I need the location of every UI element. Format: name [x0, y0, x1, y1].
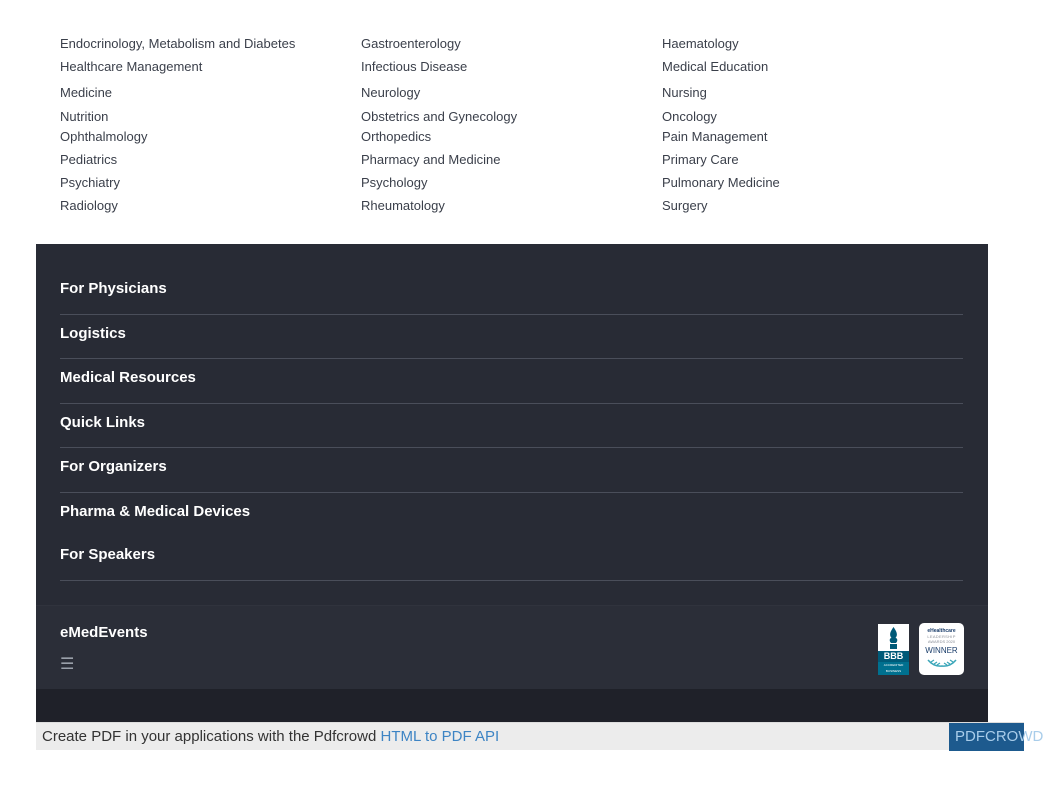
specialty-link[interactable]: Psychology	[361, 175, 428, 191]
footer-brand-bar	[36, 605, 988, 689]
specialty-link[interactable]: Medicine	[60, 85, 113, 101]
footer-section-for-physicians[interactable]: For Physicians	[60, 270, 963, 315]
specialty-link[interactable]: Oncology	[662, 108, 717, 124]
specialty-link[interactable]: Neurology	[361, 85, 421, 101]
pdfcrowd-banner-message: Create PDF in your applications with the Pdfcrowd	[42, 728, 381, 745]
footer-section-for-speakers[interactable]: For Speakers	[60, 536, 963, 581]
specialty-link[interactable]: Pulmonary Medicine	[662, 175, 780, 191]
specialty-link[interactable]: Medical Education	[662, 59, 769, 75]
specialty-link[interactable]: Pharmacy and Medicine	[361, 151, 501, 167]
award-line-1: eHealthcare	[927, 628, 956, 634]
specialties-grid	[60, 34, 980, 220]
award-line-3: AWARDS 2020	[927, 639, 956, 644]
html-to-pdf-api-link[interactable]: HTML to PDF API	[380, 728, 500, 745]
site-footer	[36, 244, 988, 722]
footer-bottom-strip	[36, 689, 988, 722]
bbb-sublabel: ACCREDITED BUSINESS	[878, 662, 909, 675]
footer-section-quick-links[interactable]: Quick Links	[60, 404, 963, 449]
specialty-link[interactable]: Endocrinology, Metabolism and Diabetes	[60, 36, 296, 51]
hamburger-menu-icon[interactable]: ☰	[60, 656, 75, 673]
specialty-link[interactable]: Nursing	[662, 85, 707, 101]
specialty-link[interactable]: Gastroenterology	[361, 36, 461, 51]
specialty-link[interactable]: Ophthalmology	[60, 128, 148, 144]
specialty-link[interactable]: Orthopedics	[361, 128, 432, 144]
specialty-link[interactable]: Healthcare Management	[60, 59, 203, 75]
specialty-link[interactable]: Obstetrics and Gynecology	[361, 108, 518, 124]
laurel-icon	[925, 658, 959, 668]
pdfcrowd-logo[interactable]: PDFCROWD	[949, 723, 1024, 751]
ehealthcare-award-badge[interactable]	[919, 623, 964, 675]
pdfcrowd-banner-text	[42, 728, 499, 745]
bbb-accreditation-badge[interactable]	[878, 624, 909, 675]
footer-section-logistics[interactable]: Logistics	[60, 315, 963, 360]
footer-section-pharma-medical-devices[interactable]: Pharma & Medical Devices	[60, 502, 251, 520]
footer-brand-title[interactable]: eMedEvents	[60, 624, 148, 641]
specialty-link[interactable]: Pediatrics	[60, 151, 118, 167]
footer-section-for-organizers[interactable]: For Organizers	[60, 448, 963, 493]
specialty-link[interactable]: Pain Management	[662, 128, 768, 144]
bbb-label: BBB	[878, 651, 909, 662]
specialty-link[interactable]: Infectious Disease	[361, 59, 468, 75]
specialty-link[interactable]: Primary Care	[662, 151, 739, 167]
award-line-2: LEADERSHIP	[927, 634, 956, 639]
specialty-link[interactable]: Rheumatology	[361, 198, 445, 214]
specialty-link[interactable]: Surgery	[662, 198, 708, 214]
pdfcrowd-banner	[36, 722, 1043, 750]
specialty-link[interactable]: Nutrition	[60, 108, 109, 124]
award-winner-label: WINNER	[925, 646, 958, 655]
bbb-torch-icon	[878, 624, 909, 651]
specialty-link[interactable]: Haematology	[662, 36, 739, 51]
specialty-link[interactable]: Radiology	[60, 198, 118, 214]
specialty-link[interactable]: Psychiatry	[60, 175, 120, 191]
footer-accordion	[60, 270, 963, 581]
footer-section-medical-resources[interactable]: Medical Resources	[60, 359, 963, 404]
